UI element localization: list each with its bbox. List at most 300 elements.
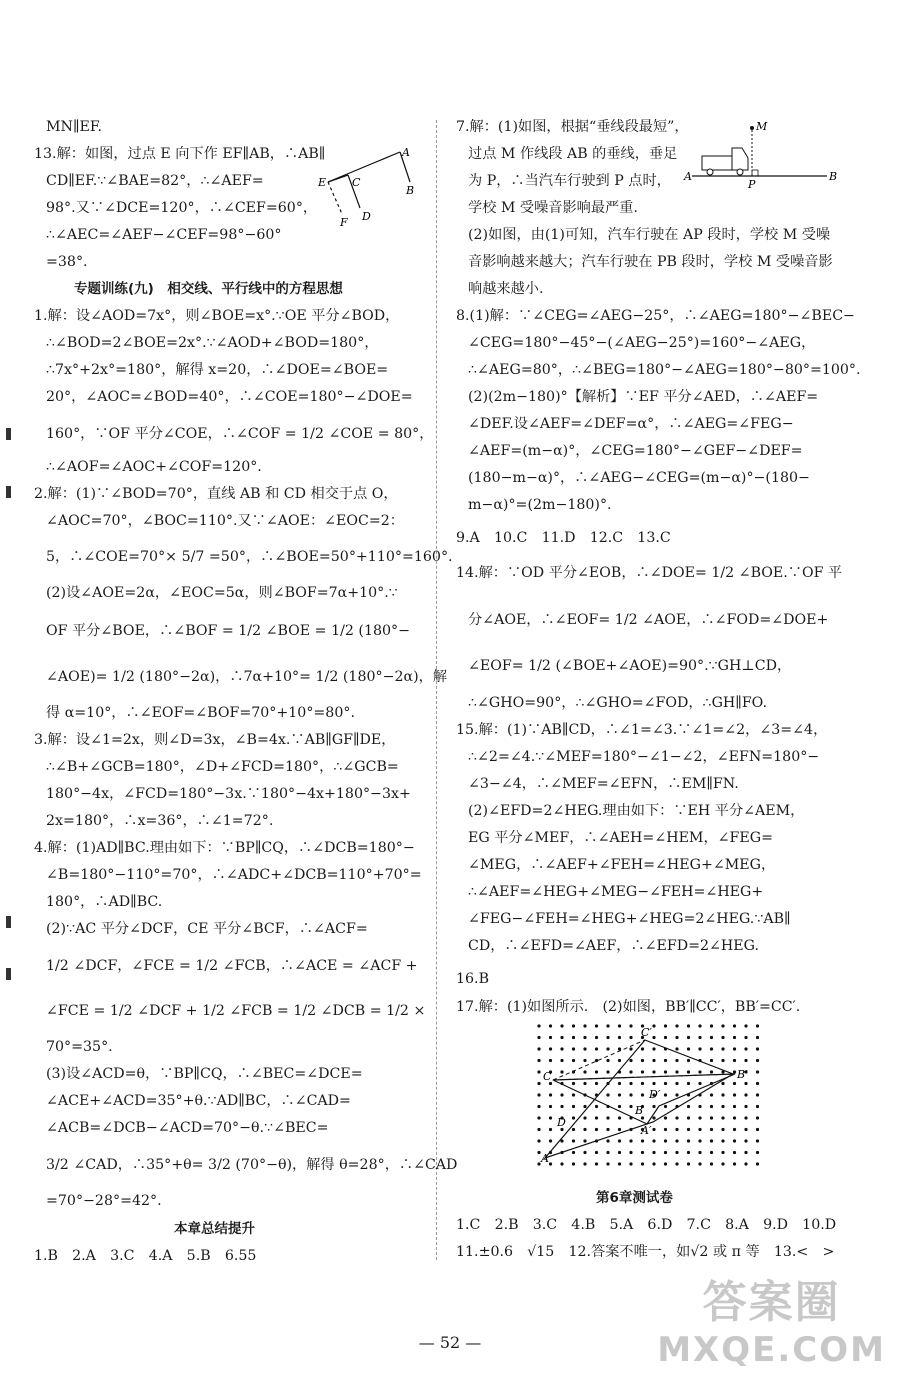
grid-dot bbox=[583, 1036, 586, 1039]
grid-dot bbox=[710, 1036, 713, 1039]
grid-dot bbox=[652, 1151, 655, 1154]
label-B-prime: B′ bbox=[737, 1068, 748, 1081]
grid-dot bbox=[733, 1151, 736, 1154]
grid-dot bbox=[675, 1070, 678, 1073]
answer-line: 为 P，∴当汽车行驶到 P 点时， bbox=[468, 173, 671, 189]
grid-dot bbox=[664, 1128, 667, 1131]
figure-17 bbox=[533, 1022, 765, 1170]
answer-line: 17.解：(1)如图所示. (2)如图，BB′∥CC′，BB′=CC′. bbox=[456, 999, 801, 1015]
answer-line: 1.解：设∠AOD=7x°，则∠BOE=x°.∵OE 平分∠BOD， bbox=[34, 308, 400, 324]
grid-dot bbox=[572, 1151, 575, 1154]
answer-line: 13.解：如图，过点 E 向下作 EF∥AB，∴AB∥ bbox=[34, 146, 326, 162]
grid-dot bbox=[537, 1047, 540, 1050]
grid-dot bbox=[664, 1151, 667, 1154]
watermark-url: MXQE.COM bbox=[657, 1330, 886, 1370]
grid-dot bbox=[560, 1036, 563, 1039]
grid-dot bbox=[629, 1082, 632, 1085]
margin-mark bbox=[6, 486, 11, 498]
grid-dot bbox=[595, 1059, 598, 1062]
answer-line: 响越来越小. bbox=[468, 281, 544, 297]
label-A-prime: A′ bbox=[641, 1124, 652, 1137]
answer-line: ∴∠GHO=90°，∴∠GHO=∠FOD，∴GH∥FO. bbox=[468, 695, 767, 711]
grid-dot bbox=[572, 1139, 575, 1142]
grid-dot bbox=[606, 1059, 609, 1062]
answer-line: ∠MEG，∴∠AEF+∠FEH=∠HEG+∠MEG， bbox=[468, 857, 776, 873]
grid-dot bbox=[721, 1047, 724, 1050]
grid-dot bbox=[721, 1036, 724, 1039]
grid-dot bbox=[698, 1105, 701, 1108]
grid-dot bbox=[664, 1070, 667, 1073]
grid-dot bbox=[675, 1128, 678, 1131]
grid-dot bbox=[618, 1036, 621, 1039]
answer-line: 学校 M 受噪音影响最严重. bbox=[468, 200, 638, 216]
grid-dot bbox=[618, 1116, 621, 1119]
grid-dot bbox=[641, 1059, 644, 1062]
grid-dot bbox=[733, 1059, 736, 1062]
grid-dot bbox=[664, 1036, 667, 1039]
answer-line: 4.解：(1)AD∥BC.理由如下：∵BP∥CQ，∴∠DCB=180°− bbox=[34, 840, 415, 856]
grid-dot bbox=[652, 1139, 655, 1142]
grid-dot bbox=[560, 1024, 563, 1027]
grid-dot bbox=[618, 1093, 621, 1096]
answer-line: 8.(1)解：∵∠CEG=∠AEG−25°，∴∠AEG=180°−∠BEC− bbox=[456, 308, 855, 324]
grid-dot bbox=[687, 1151, 690, 1154]
grid-dot bbox=[710, 1047, 713, 1050]
grid-dot bbox=[641, 1151, 644, 1154]
grid-dot bbox=[595, 1128, 598, 1131]
grid-dot bbox=[549, 1093, 552, 1096]
answer-line: ∴∠AEC=∠AEF−∠CEF=98°−60° bbox=[46, 227, 282, 243]
label-B: B bbox=[829, 170, 838, 183]
answer-line: OF 平分∠BOE，∴∠BOF = 1/2 ∠BOE = 1/2 (180°− bbox=[46, 623, 411, 639]
grid-dot bbox=[595, 1162, 598, 1165]
grid-dot bbox=[618, 1151, 621, 1154]
answer-line: (3)设∠ACD=θ，∵BP∥CQ，∴∠BEC=∠DCE= bbox=[46, 1066, 363, 1082]
grid-dot bbox=[710, 1070, 713, 1073]
answer-line: =70°−28°=42°. bbox=[46, 1193, 162, 1209]
grid-dot bbox=[756, 1139, 759, 1142]
grid-dot bbox=[675, 1116, 678, 1119]
grid-dot bbox=[721, 1139, 724, 1142]
answer-line: ∴∠2=∠4.∵∠MEF=180°−∠1−∠2，∠EFN=180°− bbox=[468, 749, 820, 765]
grid-dot bbox=[595, 1070, 598, 1073]
grid-dot bbox=[733, 1139, 736, 1142]
grid-dot bbox=[721, 1162, 724, 1165]
label-C-prime: C′ bbox=[641, 1026, 652, 1039]
grid-dot bbox=[572, 1082, 575, 1085]
section-heading: 本章总结提升 bbox=[174, 1221, 255, 1237]
label-C: C bbox=[543, 1070, 552, 1083]
grid-dot bbox=[652, 1024, 655, 1027]
grid-dot bbox=[549, 1116, 552, 1119]
grid-dot bbox=[687, 1036, 690, 1039]
grid-dot bbox=[629, 1151, 632, 1154]
answer-line: CD∥EF.∵∠BAE=82°，∴∠AEF= bbox=[46, 173, 264, 189]
grid-dot bbox=[733, 1070, 736, 1073]
grid-dot bbox=[537, 1059, 540, 1062]
grid-dot bbox=[698, 1036, 701, 1039]
grid-dot bbox=[698, 1162, 701, 1165]
grid-dot bbox=[698, 1151, 701, 1154]
grid-dot bbox=[549, 1036, 552, 1039]
grid-dot bbox=[652, 1070, 655, 1073]
grid-dot bbox=[744, 1139, 747, 1142]
grid-dot bbox=[652, 1036, 655, 1039]
grid-dot bbox=[744, 1047, 747, 1050]
answer-line: ∠AOC=70°，∠BOC=110°.又∵∠AOE：∠EOC=2： bbox=[46, 513, 404, 529]
answer-line: EG 平分∠MEF，∴∠AEH=∠HEM，∠FEG= bbox=[468, 830, 773, 846]
answer-line: 过点 M 作线段 AB 的垂线，垂足 bbox=[468, 146, 678, 162]
grid-dot bbox=[560, 1105, 563, 1108]
grid-dot bbox=[572, 1128, 575, 1131]
answer-line: ∴7x°+2x°=180°，解得 x=20，∴∠DOE=∠BOE= bbox=[46, 362, 389, 378]
grid-dot bbox=[641, 1070, 644, 1073]
grid-dot bbox=[629, 1036, 632, 1039]
page-number-value: 52 bbox=[439, 1333, 461, 1352]
grid-dot bbox=[537, 1093, 540, 1096]
answer-line: 1.C 2.B 3.C 4.B 5.A 6.D 7.C 8.A 9.D 10.D bbox=[456, 1217, 837, 1233]
grid-dot bbox=[744, 1036, 747, 1039]
watermark-logo bbox=[657, 1266, 886, 1370]
grid-dot bbox=[572, 1162, 575, 1165]
answer-line: 9.A 10.C 11.D 12.C 13.C bbox=[456, 530, 671, 546]
grid-dot bbox=[583, 1128, 586, 1131]
answer-line: ∠AEF=(m−α)°，∠CEG=180°−∠GEF−∠DEF= bbox=[468, 443, 803, 459]
grid-dot bbox=[664, 1162, 667, 1165]
grid-dot bbox=[629, 1024, 632, 1027]
grid-dot bbox=[756, 1059, 759, 1062]
grid-dot bbox=[560, 1047, 563, 1050]
grid-dot bbox=[687, 1139, 690, 1142]
grid-dot bbox=[698, 1047, 701, 1050]
grid-dot bbox=[698, 1024, 701, 1027]
grid-dot bbox=[710, 1105, 713, 1108]
grid-dot bbox=[606, 1162, 609, 1165]
grid-dot bbox=[756, 1024, 759, 1027]
answer-line: ∴∠AEG=80°，∴∠BEG=180°−∠AEG=180°−80°=100°. bbox=[468, 362, 861, 378]
answer-line: 1.B 2.A 3.C 4.A 5.B 6.55 bbox=[34, 1248, 257, 1264]
answer-line: 2x=180°，∴x=36°，∴∠1=72°. bbox=[46, 813, 274, 829]
grid-dot bbox=[756, 1070, 759, 1073]
grid-dot bbox=[549, 1059, 552, 1062]
answer-line: ∠ACE+∠ACD=35°+θ.∵AD∥BC，∴∠CAD= bbox=[46, 1093, 351, 1109]
grid-dot bbox=[710, 1093, 713, 1096]
answer-line: (2)如图，由(1)可知，汽车行驶在 AP 段时，学校 M 受噪 bbox=[468, 227, 831, 243]
grid-dot bbox=[549, 1024, 552, 1027]
answer-line: 180°，∴AD∥BC. bbox=[46, 894, 163, 910]
grid-dot bbox=[572, 1059, 575, 1062]
grid-dot bbox=[721, 1059, 724, 1062]
answer-line: (2)设∠AOE=2α，∠EOC=5α，则∠BOF=7α+10°.∵ bbox=[46, 585, 398, 601]
grid-dot bbox=[572, 1036, 575, 1039]
grid-dot bbox=[664, 1082, 667, 1085]
grid-dot bbox=[629, 1139, 632, 1142]
label-D: D bbox=[557, 1116, 566, 1129]
grid-dot bbox=[744, 1116, 747, 1119]
grid-dot bbox=[756, 1093, 759, 1096]
grid-dot bbox=[595, 1105, 598, 1108]
grid-dot bbox=[606, 1047, 609, 1050]
grid-dot bbox=[583, 1162, 586, 1165]
grid-dot bbox=[641, 1047, 644, 1050]
answer-line: ∴∠AEF=∠HEG+∠MEG−∠FEH=∠HEG+ bbox=[468, 884, 764, 900]
grid-dot bbox=[710, 1162, 713, 1165]
grid-dot bbox=[721, 1082, 724, 1085]
answer-line: 16.B bbox=[456, 971, 489, 987]
grid-dot bbox=[733, 1128, 736, 1131]
grid-dot bbox=[549, 1162, 552, 1165]
grid-dot bbox=[733, 1105, 736, 1108]
grid-dot bbox=[664, 1139, 667, 1142]
grid-dot bbox=[629, 1070, 632, 1073]
grid-dot bbox=[698, 1139, 701, 1142]
answer-line: ∠EOF= 1/2 (∠BOE+∠AOE)=90°.∵GH⊥CD， bbox=[468, 658, 792, 674]
grid-dot bbox=[595, 1151, 598, 1154]
label-A: A bbox=[402, 146, 410, 159]
grid-dot bbox=[641, 1162, 644, 1165]
grid-dot bbox=[537, 1082, 540, 1085]
answer-line: 11.±0.6 √15 12.答案不唯一，如√2 或 π 等 13.< > bbox=[456, 1244, 835, 1260]
answer-line: =38°. bbox=[46, 254, 88, 270]
grid-dot bbox=[583, 1047, 586, 1050]
answer-line: 得 α=10°，∴∠EOF=∠BOF=70°+10°=80°. bbox=[46, 705, 355, 721]
answer-line: (2)(2m−180)°【解析】∵EF 平分∠AED，∴∠AEF= bbox=[468, 389, 819, 405]
grid-dot bbox=[537, 1105, 540, 1108]
grid-dot bbox=[618, 1059, 621, 1062]
grid-dot bbox=[756, 1082, 759, 1085]
grid-dot bbox=[710, 1059, 713, 1062]
answer-line: (2)∠EFD=2∠HEG.理由如下：∵EH 平分∠AEM， bbox=[468, 803, 805, 819]
grid-dot bbox=[595, 1082, 598, 1085]
grid-dot bbox=[756, 1162, 759, 1165]
answer-line: 98°.又∵∠DCE=120°，∴∠CEF=60°， bbox=[46, 200, 318, 216]
label-D: D bbox=[362, 210, 371, 223]
grid-dot bbox=[537, 1128, 540, 1131]
answer-line: 14.解：∵OD 平分∠EOB，∴∠DOE= 1/2 ∠BOE.∵OF 平 bbox=[456, 565, 843, 581]
grid-dot bbox=[572, 1047, 575, 1050]
label-A: A bbox=[541, 1152, 549, 1165]
grid-dot bbox=[710, 1116, 713, 1119]
grid-dot bbox=[595, 1047, 598, 1050]
grid-dot bbox=[537, 1070, 540, 1073]
grid-dot bbox=[756, 1128, 759, 1131]
page-number: — 52 — bbox=[418, 1333, 482, 1352]
grid-dot bbox=[675, 1151, 678, 1154]
answer-line: 分∠AOE，∴∠EOF= 1/2 ∠AOE，∴∠FOD=∠DOE+ bbox=[468, 612, 829, 628]
grid-dot bbox=[698, 1116, 701, 1119]
grid-dot bbox=[733, 1162, 736, 1165]
label-M: M bbox=[756, 120, 768, 133]
grid-dot bbox=[687, 1082, 690, 1085]
grid-dot bbox=[629, 1047, 632, 1050]
grid-dot bbox=[606, 1093, 609, 1096]
answer-line: ∴∠AOF=∠AOC+∠COF=120°. bbox=[46, 459, 262, 475]
grid-dot bbox=[744, 1128, 747, 1131]
answer-line: 7.解：(1)如图，根据“垂线段最短”， bbox=[456, 119, 689, 135]
grid-dot bbox=[652, 1105, 655, 1108]
column-divider bbox=[436, 120, 437, 1260]
grid-dot bbox=[549, 1047, 552, 1050]
answer-line: ∠CEG=180°−45°−(∠AEG−25°)=160°−∠AEG， bbox=[468, 335, 816, 351]
grid-dot bbox=[687, 1162, 690, 1165]
grid-dot bbox=[733, 1047, 736, 1050]
grid-dot bbox=[618, 1162, 621, 1165]
grid-dot bbox=[721, 1128, 724, 1131]
label-A: A bbox=[684, 170, 692, 183]
grid-dot bbox=[537, 1024, 540, 1027]
grid-dot bbox=[618, 1105, 621, 1108]
grid-dot bbox=[687, 1105, 690, 1108]
answer-line: 5，∴∠COE=70°× 5/7 =50°，∴∠BOE=50°+110°=160°. bbox=[46, 549, 453, 565]
grid-dot bbox=[583, 1059, 586, 1062]
answer-line: 1/2 ∠DCF，∠FCE = 1/2 ∠FCB，∴∠ACE = ∠ACF + bbox=[46, 958, 418, 974]
grid-dot bbox=[721, 1024, 724, 1027]
grid-dot bbox=[537, 1036, 540, 1039]
grid-dot bbox=[641, 1139, 644, 1142]
grid-dot bbox=[560, 1059, 563, 1062]
margin-mark bbox=[6, 428, 11, 440]
grid-dot bbox=[744, 1093, 747, 1096]
grid-dot bbox=[733, 1024, 736, 1027]
grid-dot bbox=[687, 1116, 690, 1119]
grid-dot bbox=[756, 1047, 759, 1050]
answer-line: ∠DEF.设∠AEF=∠DEF=α°，∴∠AEG=∠FEG− bbox=[468, 416, 794, 432]
grid-dot bbox=[744, 1059, 747, 1062]
grid-dot bbox=[537, 1139, 540, 1142]
grid-dot bbox=[687, 1128, 690, 1131]
grid-dot bbox=[687, 1070, 690, 1073]
grid-dot bbox=[721, 1093, 724, 1096]
grid-dot bbox=[560, 1093, 563, 1096]
grid-dot bbox=[733, 1116, 736, 1119]
grid-dot bbox=[664, 1116, 667, 1119]
label-E: E bbox=[318, 176, 327, 189]
grid-dot bbox=[549, 1105, 552, 1108]
grid-dot bbox=[583, 1116, 586, 1119]
grid-dot bbox=[664, 1105, 667, 1108]
label-P: P bbox=[748, 178, 756, 190]
grid-dot bbox=[756, 1116, 759, 1119]
grid-dot bbox=[652, 1047, 655, 1050]
grid-dot bbox=[721, 1151, 724, 1154]
grid-dot bbox=[652, 1162, 655, 1165]
grid-dot bbox=[618, 1024, 621, 1027]
grid-dot bbox=[560, 1162, 563, 1165]
answer-line: ∠3−∠4，∴∠MEF=∠EFN，∴EM∥FN. bbox=[468, 776, 739, 792]
grid-dot bbox=[583, 1070, 586, 1073]
grid-dot bbox=[641, 1093, 644, 1096]
grid-dot bbox=[629, 1162, 632, 1165]
answer-line: 15.解：(1)∵AB∥CD，∴∠1=∠3.∵∠1=∠2，∠3=∠4， bbox=[456, 722, 828, 738]
grid-dot bbox=[698, 1082, 701, 1085]
grid-dot bbox=[572, 1116, 575, 1119]
grid-dot bbox=[629, 1093, 632, 1096]
grid-dot bbox=[675, 1139, 678, 1142]
answer-line: (180−m−α)°，∴∠AEG−∠CEG=(m−α)°−(180− bbox=[468, 470, 810, 486]
grid-dot bbox=[675, 1162, 678, 1165]
grid-dot bbox=[675, 1036, 678, 1039]
answer-line: 2.解：(1)∵∠BOD=70°，直线 AB 和 CD 相交于点 O， bbox=[34, 486, 398, 502]
grid-dot bbox=[583, 1151, 586, 1154]
grid-dot bbox=[721, 1105, 724, 1108]
grid-dot bbox=[664, 1059, 667, 1062]
grid-dot bbox=[675, 1082, 678, 1085]
figure-7 bbox=[682, 118, 842, 190]
grid-dot bbox=[733, 1036, 736, 1039]
answer-line: ∴∠BOD=2∠BOE=2x°.∵∠AOD+∠BOD=180°， bbox=[46, 335, 379, 351]
grid-dot bbox=[652, 1082, 655, 1085]
grid-dot bbox=[549, 1139, 552, 1142]
grid-dot bbox=[744, 1105, 747, 1108]
grid-dot bbox=[687, 1047, 690, 1050]
grid-dot bbox=[618, 1082, 621, 1085]
answer-line: ∠FEG−∠FEH=∠HEG+∠HEG=2∠HEG.∵AB∥ bbox=[468, 911, 791, 927]
grid-dot bbox=[606, 1070, 609, 1073]
answer-line: m−α)°=(2m−180)°. bbox=[468, 497, 612, 513]
grid-dot bbox=[583, 1105, 586, 1108]
section-heading: 专题训练(九) 相交线、平行线中的方程思想 bbox=[74, 281, 343, 297]
grid-dot bbox=[652, 1128, 655, 1131]
answer-line: (2)∵AC 平分∠DCF，CE 平分∠BCF，∴∠ACF= bbox=[46, 921, 368, 937]
answer-line: 3.解：设∠1=2x，则∠D=3x，∠B=4x.∵AB∥GF∥DE， bbox=[34, 732, 396, 748]
grid-dot bbox=[618, 1139, 621, 1142]
answer-line: 160°，∵OF 平分∠COE，∴∠COF = 1/2 ∠COE = 80°， bbox=[46, 426, 434, 442]
grid-dot bbox=[756, 1105, 759, 1108]
grid-dot bbox=[744, 1151, 747, 1154]
figure-13 bbox=[310, 140, 420, 230]
margin-mark bbox=[6, 916, 11, 928]
grid-dot bbox=[641, 1082, 644, 1085]
grid-dot bbox=[606, 1151, 609, 1154]
grid-dot bbox=[744, 1024, 747, 1027]
answer-line: CD，∴∠EFD=∠AEF，∴∠EFD=2∠HEG. bbox=[468, 938, 759, 954]
grid-dot bbox=[537, 1116, 540, 1119]
grid-dot bbox=[756, 1036, 759, 1039]
label-C: C bbox=[352, 176, 361, 189]
label-B: B bbox=[406, 184, 415, 197]
watermark-title: 答案圈 bbox=[702, 1277, 841, 1328]
grid-dot bbox=[710, 1128, 713, 1131]
answer-line: ∠AOE)= 1/2 (180°−2α)，∴7α+10°= 1/2 (180°−2α)，解 bbox=[46, 669, 448, 685]
grid-dot bbox=[756, 1151, 759, 1154]
grid-dot bbox=[618, 1128, 621, 1131]
grid-dot bbox=[698, 1128, 701, 1131]
answer-line: MN∥EF. bbox=[46, 119, 102, 135]
grid-dot bbox=[744, 1162, 747, 1165]
grid-dot bbox=[595, 1116, 598, 1119]
grid-dot bbox=[583, 1082, 586, 1085]
grid-dot bbox=[733, 1082, 736, 1085]
grid-dot bbox=[595, 1036, 598, 1039]
grid-dot bbox=[698, 1070, 701, 1073]
grid-dot bbox=[629, 1105, 632, 1108]
grid-dot bbox=[629, 1059, 632, 1062]
grid-dot bbox=[744, 1082, 747, 1085]
grid-dot bbox=[710, 1139, 713, 1142]
answer-line: 20°，∠AOC=∠BOD=40°，∴∠COE=180°−∠DOE= bbox=[46, 389, 413, 405]
grid-dot bbox=[572, 1105, 575, 1108]
section-heading: 第6章测试卷 bbox=[596, 1190, 673, 1206]
grid-dot bbox=[675, 1093, 678, 1096]
grid-dot bbox=[652, 1116, 655, 1119]
grid-dot bbox=[572, 1024, 575, 1027]
grid-dot bbox=[733, 1093, 736, 1096]
answer-line: 70°=35°. bbox=[46, 1039, 113, 1055]
answer-line: ∠ACB=∠DCB−∠ACD=70°−θ.∵∠BEC= bbox=[46, 1120, 329, 1136]
grid-dot bbox=[687, 1024, 690, 1027]
grid-dot bbox=[560, 1070, 563, 1073]
margin-mark bbox=[6, 968, 11, 980]
